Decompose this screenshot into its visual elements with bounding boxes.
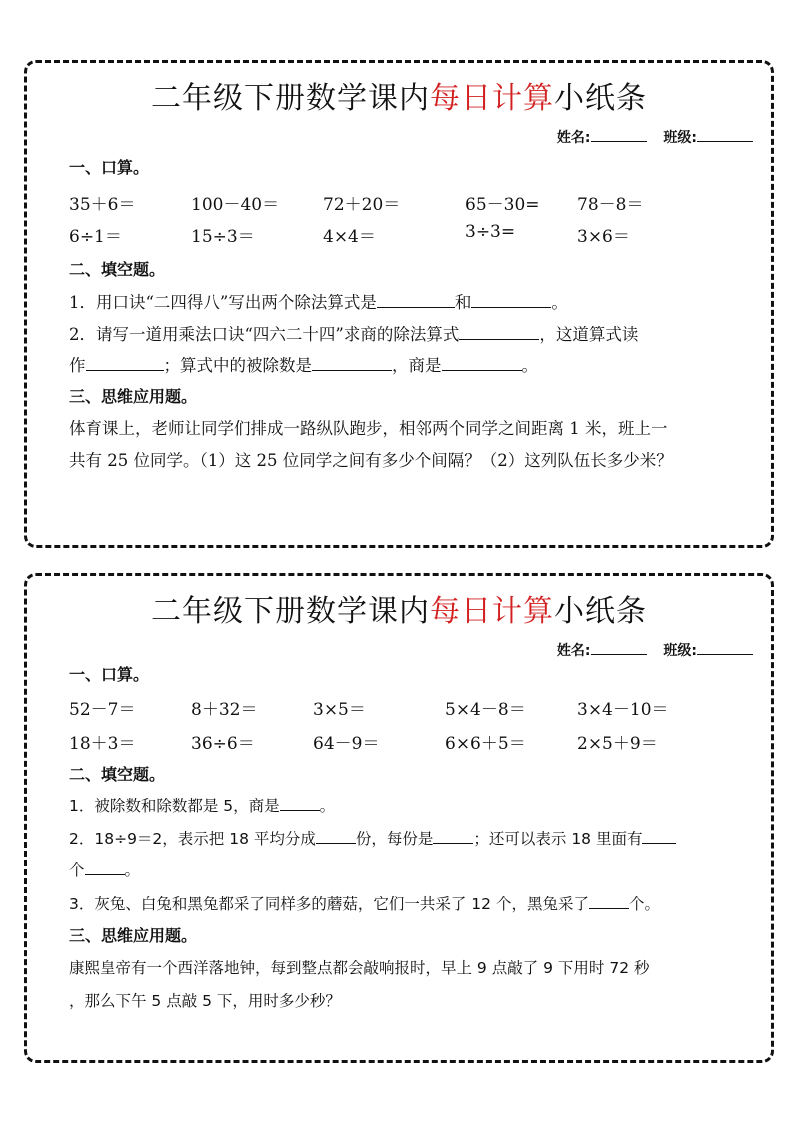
word-problem-line-1: 体育课上，老师让同学们排成一路纵队跑步，相邻两个同学之间距离 1 米，班上一: [69, 419, 668, 438]
name-blank[interactable]: [591, 129, 647, 142]
answer-blank[interactable]: [459, 325, 539, 340]
fill-question-2: 2．请写一道用乘法口诀“四六二十四”求商的除法算式 ，这道算式读: [69, 325, 639, 344]
oral-item: 36÷6＝: [191, 734, 255, 754]
class-blank[interactable]: [697, 129, 753, 142]
oral-item: 52－7＝: [69, 700, 136, 720]
name-label: 姓名:: [556, 643, 591, 659]
worksheet-title: 二年级下册数学课内每日计算小纸条: [151, 594, 647, 629]
answer-blank[interactable]: [86, 356, 164, 371]
answer-blank[interactable]: [642, 829, 676, 844]
oral-item: 2×5＋9＝: [577, 734, 658, 754]
answer-blank[interactable]: [312, 356, 392, 371]
answer-blank[interactable]: [377, 293, 455, 308]
oral-item: 6÷1＝: [69, 227, 122, 247]
fill-question-1: 1．被除数和除数都是 5，商是 。: [69, 797, 336, 815]
section-heading-oral: 一、口算。: [69, 665, 150, 684]
oral-item: 3×6＝: [577, 227, 630, 247]
answer-blank[interactable]: [85, 860, 125, 875]
oral-item: 8＋32＝: [191, 700, 258, 720]
oral-row-1: [69, 190, 769, 214]
name-class-line: [557, 640, 753, 660]
oral-item: 65－30=: [465, 195, 540, 215]
answer-blank[interactable]: [316, 829, 356, 844]
answer-blank[interactable]: [589, 894, 629, 909]
oral-row-2: [69, 222, 769, 246]
class-label: 班级:: [663, 643, 697, 659]
oral-item: 15÷3＝: [191, 227, 255, 247]
section-heading-fill: 二、填空题。: [69, 765, 166, 784]
oral-item: 6×6＋5＝: [445, 734, 526, 754]
answer-blank[interactable]: [442, 356, 522, 371]
oral-item: 3÷3=: [465, 222, 516, 242]
oral-item: 35＋6＝: [69, 195, 136, 215]
fill-question-2-cont: 个 。: [69, 861, 141, 879]
oral-item: 3×4－10＝: [577, 700, 669, 720]
name-blank[interactable]: [591, 642, 647, 655]
oral-item: 64－9＝: [313, 734, 380, 754]
class-blank[interactable]: [697, 642, 753, 655]
answer-blank[interactable]: [471, 293, 551, 308]
section-heading-fill: 二、填空题。: [69, 260, 166, 279]
title-highlight: 每日计算: [430, 594, 554, 629]
worksheet-card-2: [24, 573, 774, 1063]
name-class-line: [557, 127, 753, 147]
oral-item: 3×5＝: [313, 700, 366, 720]
oral-item: 72＋20＝: [323, 195, 401, 215]
fill-question-3: 3．灰兔、白兔和黑兔都采了同样多的蘑菇，它们一共采了 12 个，黑兔采了 个。: [69, 895, 660, 913]
worksheet-title: 二年级下册数学课内每日计算小纸条: [151, 81, 647, 116]
answer-blank[interactable]: [433, 829, 473, 844]
oral-row-1: [69, 695, 769, 719]
worksheet-card-1: [24, 60, 774, 548]
section-heading-word-problem: 三、思维应用题。: [69, 387, 198, 406]
section-heading-word-problem: 三、思维应用题。: [69, 926, 198, 945]
word-problem-line-2: 共有 25 位同学。（1）这 25 位同学之间有多少个间隔？（2）这列队伍长多少米？: [69, 451, 673, 470]
word-problem-line-1: 康熙皇帝有一个西洋落地钟，每到整点都会敲响报时，早上 9 点敲了 9 下用时 72 秒: [69, 959, 650, 977]
fill-question-1: 1．用口诀“二四得八”写出两个除法算式是 和 。: [69, 293, 568, 312]
class-label: 班级:: [663, 130, 697, 146]
oral-item: 5×4－8＝: [445, 700, 526, 720]
oral-item: 4×4＝: [323, 227, 376, 247]
name-label: 姓名:: [556, 130, 591, 146]
fill-question-2-cont: 作 ；算式中的被除数是 ，商是 。: [69, 356, 538, 375]
fill-question-2: 2．18÷9＝2，表示把 18 平均分成 份，每份是 ；还可以表示 18 里面有: [69, 827, 676, 849]
oral-row-2: [69, 729, 769, 753]
oral-item: 100－40＝: [191, 195, 280, 215]
word-problem-line-2: ，那么下午 5 点敲 5 下，用时多少秒？: [69, 992, 341, 1010]
oral-item: 78－8＝: [577, 195, 644, 215]
title-highlight: 每日计算: [430, 81, 554, 116]
answer-blank[interactable]: [280, 796, 320, 811]
section-heading-oral: 一、口算。: [69, 158, 150, 177]
oral-item: 18＋3＝: [69, 734, 136, 754]
